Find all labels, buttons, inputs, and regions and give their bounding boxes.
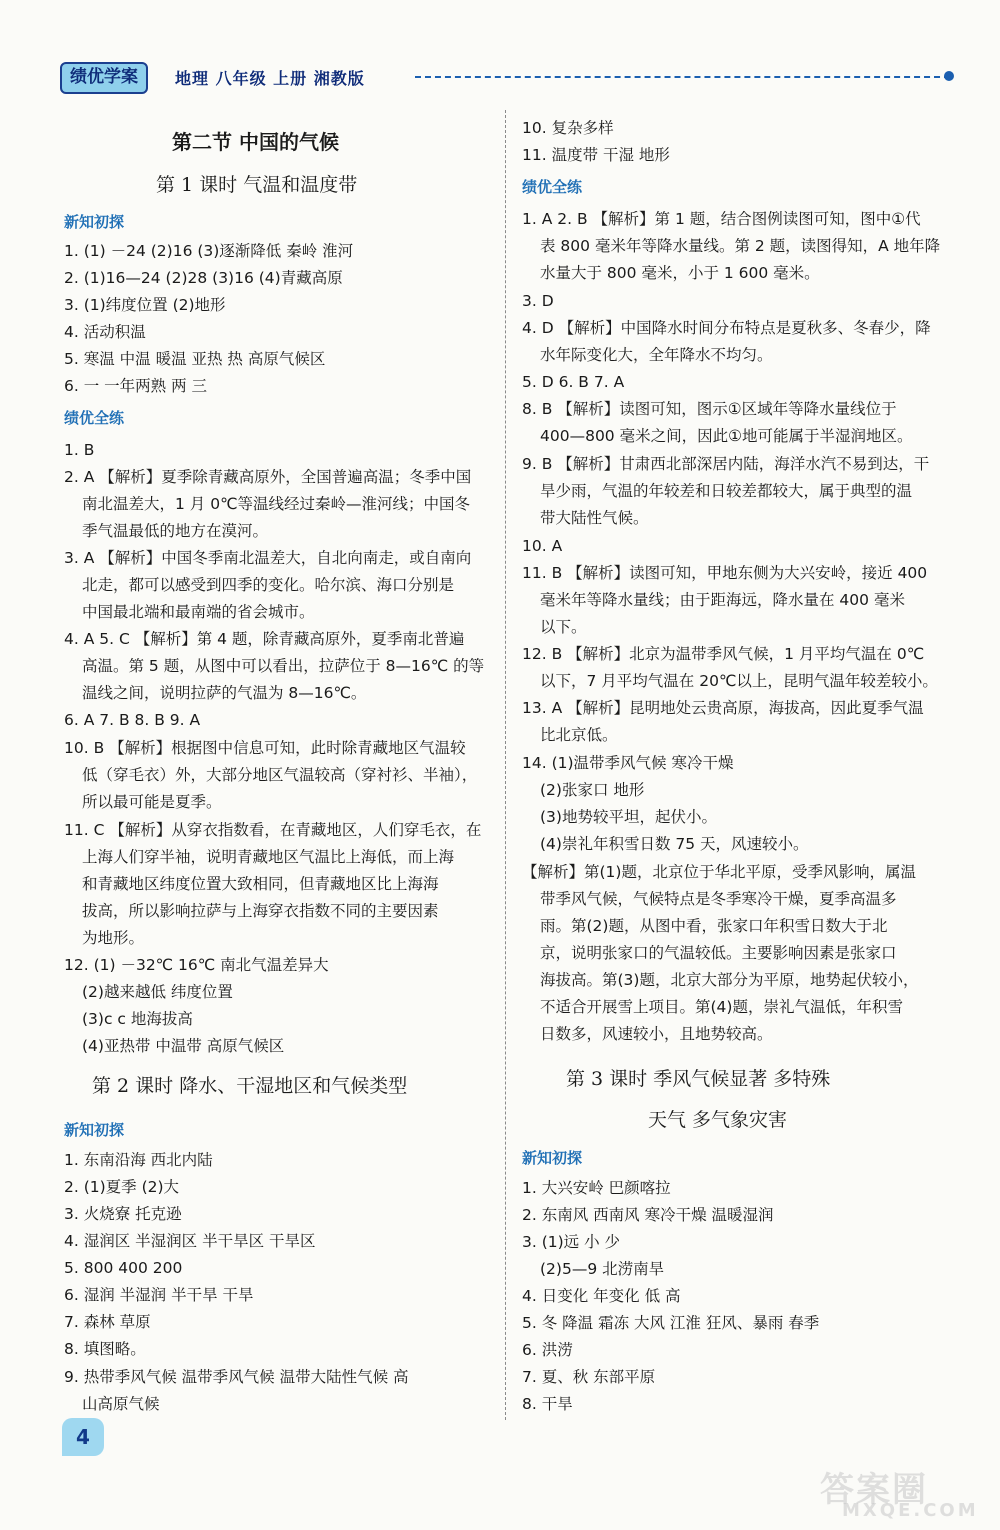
- answer-item: 8. 干旱: [522, 1395, 573, 1413]
- answer-continuation: 所以最可能是夏季。: [82, 793, 222, 811]
- answer-item: 5. 冬 降温 霜冻 大风 江淮 狂风、暴雨 春季: [522, 1314, 820, 1332]
- answer-item: 6. 湿润 半湿润 半干旱 干旱: [64, 1286, 254, 1304]
- subsection-label: 新知初探: [64, 213, 125, 231]
- answer-continuation: 上海人们穿半袖，说明青藏地区气温比上海低，而上海: [82, 848, 455, 866]
- answer-item: 14. (1)温带季风气候 寒冷干燥: [522, 754, 734, 772]
- answer-item: 8. 填图略。: [64, 1340, 146, 1358]
- answer-item: 13. A 【解析】昆明地处云贵高原，海拔高，因此夏季气温: [522, 699, 924, 717]
- answer-continuation: (3)c c 地海拔高: [82, 1010, 193, 1028]
- answer-item: 2. 东南风 西南风 寒冷干燥 温暖湿润: [522, 1206, 774, 1224]
- subsection-label: 新知初探: [522, 1149, 583, 1167]
- answer-continuation: 北走，都可以感受到四季的变化。哈尔滨、海口分别是: [82, 576, 455, 594]
- subsection-label: 绩优全练: [522, 178, 583, 196]
- answer-continuation: 为地形。: [82, 929, 145, 947]
- answer-continuation: (2)张家口 地形: [540, 781, 645, 799]
- answer-item: 3. (1)纬度位置 (2)地形: [64, 296, 226, 314]
- answer-item: 6. 洪涝: [522, 1341, 573, 1359]
- answer-item: 12. (1) －32℃ 16℃ 南北气温差异大: [64, 956, 329, 974]
- answer-continuation: 旱少雨，气温的年较差和日较差都较大，属于典型的温: [540, 482, 913, 500]
- answer-continuation: 表 800 毫米年等降水量线。第 2 题，读图得知，A 地年降: [540, 237, 941, 255]
- answer-item: 11. 温度带 干湿 地形: [522, 146, 670, 164]
- answer-item: 11. B 【解析】读图可知，甲地东侧为大兴安岭，接近 400: [522, 564, 928, 582]
- subsection-label: 绩优全练: [64, 409, 125, 427]
- header-dot: [944, 71, 954, 81]
- answer-continuation: 不适合开展雪上项目。第(4)题，崇礼气温低，年积雪: [540, 998, 903, 1016]
- answer-continuation: 高温。第 5 题，从图中可以看出，拉萨位于 8—16℃ 的等: [82, 657, 485, 675]
- answer-item: 1. (1) －24 (2)16 (3)逐渐降低 秦岭 淮河: [64, 242, 354, 260]
- answer-continuation: (2)越来越低 纬度位置: [82, 983, 233, 1001]
- answer-item: 7. 森林 草原: [64, 1313, 151, 1331]
- answer-continuation: 京，说明张家口的气温较低。主要影响因素是张家口: [540, 944, 897, 962]
- answer-item: 8. B 【解析】读图可知，图示①区域年等降水量线位于: [522, 400, 897, 418]
- answer-continuation: 和青藏地区纬度位置大致相同，但青藏地区比上海海: [82, 875, 439, 893]
- answer-continuation: 【解析】第(1)题，北京位于华北平原，受季风影响，属温: [522, 863, 916, 881]
- answer-continuation: (3)地势较平坦，起伏小。: [540, 808, 717, 826]
- answer-item: 5. D 6. B 7. A: [522, 373, 625, 391]
- answer-item: 7. 夏、秋 东部平原: [522, 1368, 656, 1386]
- brand-badge: 绩优学案: [60, 62, 148, 94]
- answer-item: 3. D: [522, 292, 554, 310]
- lesson-heading: 第 2 课时 降水、干湿地区和气候类型: [92, 1075, 408, 1097]
- answer-continuation: 山高原气候: [82, 1395, 160, 1413]
- answer-item: 2. A 【解析】夏季除青藏高原外，全国普遍高温；冬季中国: [64, 468, 472, 486]
- answer-continuation: (2)5—9 北涝南旱: [540, 1260, 665, 1278]
- page-number: 4: [62, 1418, 104, 1456]
- answer-item: 6. A 7. B 8. B 9. A: [64, 711, 201, 729]
- answer-item: 5. 800 400 200: [64, 1259, 183, 1277]
- answer-item: 3. A 【解析】中国冬季南北温差大，自北向南走，或自南向: [64, 549, 472, 567]
- answer-continuation: 低（穿毛衣）外，大部分地区气温较高（穿衬衫、半袖），: [82, 766, 478, 784]
- answer-item: 1. B: [64, 441, 95, 459]
- watermark-url: MXQE.COM: [842, 1500, 979, 1521]
- answer-continuation: 中国最北端和最南端的省会城市。: [82, 603, 315, 621]
- subsection-label: 新知初探: [64, 1121, 125, 1139]
- answer-continuation: 南北温差大，1 月 0℃等温线经过秦岭—淮河线；中国冬: [82, 495, 470, 513]
- answer-continuation: 带季风气候，气候特点是冬季寒冷干燥，夏季高温多: [540, 890, 897, 908]
- answer-item: 12. B 【解析】北京为温带季风气候，1 月平均气温在 0℃: [522, 645, 925, 663]
- watermark-logo: 答案圈: [820, 1470, 928, 1510]
- answer-item: 10. A: [522, 537, 563, 555]
- answer-item: 1. 东南沿海 西北内陆: [64, 1151, 213, 1169]
- answer-item: 2. (1)夏季 (2)大: [64, 1178, 180, 1196]
- section-title: 第二节 中国的气候: [172, 130, 339, 154]
- answer-item: 6. 一 一年两熟 两 三: [64, 377, 207, 395]
- answer-item: 1. A 2. B 【解析】第 1 题，结合图例读图可知，图中①代: [522, 210, 921, 228]
- answer-item: 10. B 【解析】根据图中信息可知，此时除青藏地区气温较: [64, 739, 466, 757]
- answer-item: 4. A 5. C 【解析】第 4 题，除青藏高原外，夏季南北普遍: [64, 630, 465, 648]
- answer-item: 4. D 【解析】中国降水时间分布特点是夏秋多、冬春少，降: [522, 319, 931, 337]
- answer-continuation: 海拔高。第(3)题，北京大部分为平原，地势起伏较小，: [540, 971, 919, 989]
- answer-continuation: 400—800 毫米之间，因此①地可能属于半湿润地区。: [540, 427, 913, 445]
- answer-item: 3. 火烧寮 托克逊: [64, 1205, 182, 1223]
- answer-continuation: 毫米年等降水量线；由于距海远，降水量在 400 毫米: [540, 591, 905, 609]
- lesson-heading: 天气 多气象灾害: [648, 1109, 788, 1131]
- lesson-heading: 第 1 课时 气温和温度带: [156, 174, 358, 196]
- running-header: [60, 62, 960, 92]
- header-subtitle: 地理 八年级 上册 湘教版: [175, 69, 365, 88]
- lesson-heading: 第 3 课时 季风气候显著 多特殊: [566, 1068, 831, 1090]
- answer-item: 4. 活动积温: [64, 323, 146, 341]
- answer-continuation: 带大陆性气候。: [540, 509, 649, 527]
- answer-item: 11. C 【解析】从穿衣指数看，在青藏地区，人们穿毛衣，在: [64, 821, 482, 839]
- answer-item: 9. B 【解析】甘肃西北部深居内陆，海洋水汽不易到达，干: [522, 455, 930, 473]
- answer-continuation: 日数多，风速较小，且地势较高。: [540, 1025, 773, 1043]
- answer-item: 4. 湿润区 半湿润区 半干旱区 干旱区: [64, 1232, 316, 1250]
- header-dashed-rule: [415, 76, 950, 78]
- answer-continuation: (4)亚热带 中温带 高原气候区: [82, 1037, 285, 1055]
- answer-item: 9. 热带季风气候 温带季风气候 温带大陆性气候 高: [64, 1368, 409, 1386]
- answer-item: 5. 寒温 中温 暖温 亚热 热 高原气候区: [64, 350, 326, 368]
- answer-item: 3. (1)远 小 少: [522, 1233, 621, 1251]
- answer-continuation: 水年际变化大，全年降水不均匀。: [540, 346, 773, 364]
- answer-continuation: 拔高，所以影响拉萨与上海穿衣指数不同的主要因素: [82, 902, 439, 920]
- answer-continuation: 比北京低。: [540, 726, 618, 744]
- answer-item: 4. 日变化 年变化 低 高: [522, 1287, 681, 1305]
- answer-continuation: 水量大于 800 毫米，小于 1 600 毫米。: [540, 264, 820, 282]
- answer-continuation: 以下。: [540, 618, 587, 636]
- answer-continuation: 季气温最低的地方在漠河。: [82, 522, 269, 540]
- answer-continuation: 温线之间，说明拉萨的气温为 8—16℃。: [82, 684, 367, 702]
- column-divider: [505, 110, 506, 1420]
- answer-item: 1. 大兴安岭 巴颜喀拉: [522, 1179, 671, 1197]
- answer-continuation: (4)崇礼年积雪日数 75 天，风速较小。: [540, 835, 809, 853]
- answer-continuation: 以下，7 月平均气温在 20℃以上，昆明气温年较差较小。: [540, 672, 938, 690]
- answer-item: 10. 复杂多样: [522, 119, 614, 137]
- answer-item: 2. (1)16—24 (2)28 (3)16 (4)青藏高原: [64, 269, 343, 287]
- answer-continuation: 雨。第(2)题，从图中看，张家口年积雪日数大于北: [540, 917, 888, 935]
